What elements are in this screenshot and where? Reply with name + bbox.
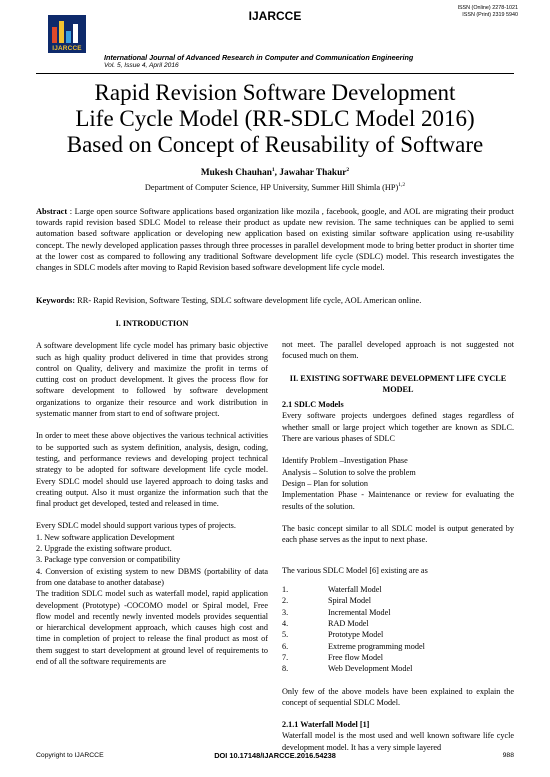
title-line: Life Cycle Model (RR-SDLC Model 2016) [75,106,475,131]
list-text: Web Development Model [328,664,413,674]
list-text: Waterfall Model [328,585,382,595]
list-text: Incremental Model [328,607,391,617]
list-item: Implementation Phase - Maintenance or review for evaluating the results of the solution. [282,490,514,511]
sdlc-paragraph-3: The various SDLC Model [6] existing are as [282,565,428,575]
keywords-text: RR- Rapid Revision, Software Testing, SDLC software development life cycle, AOL American online. [75,296,422,305]
logo-bar [73,24,78,43]
abstract-label: Abstract [36,207,68,216]
footer-page-number: 988 [502,752,514,759]
issn-block [457,5,518,19]
journal-full-name: International Journal of Advanced Research in Computer and Communication Engineering [104,53,414,62]
intro-paragraph-3: Every SDLC model should support various types of projects. [36,521,236,531]
sdlc-model-list [282,584,514,674]
affiliation [0,183,550,192]
list-text: Extreme programming model [328,641,425,651]
list-item: 3. Package type conversion or compatibility [36,555,181,565]
keywords-label: Keywords: [36,296,76,305]
list-item: Analysis – Solution to solve the problem [282,467,416,477]
intro-paragraph-1: A software development life cycle model has primary basic objective such as high quality product delivered in time that provides strong control on Quality, delivery and maximize the profit in terms of cutting cost on product development. It gives the process flow for software development to followed by software development organizations to organize their resource and work distribution in systematic manner from start to end of software project. [36,341,268,419]
list-item [282,618,514,629]
list-item [282,595,514,606]
logo-text: IJARCCE [52,45,82,52]
list-number: 7. [282,652,289,662]
logo-bar [66,31,71,43]
waterfall-paragraph: Waterfall model is the most used and well known software life cycle development model. It has a very simple layered [282,731,514,752]
list-text: Free flow Model [328,652,384,662]
list-number: 4. [282,619,289,629]
footer-copyright: Copyright to IJARCCE [36,752,104,759]
list-item [282,629,514,640]
author-1: Mukesh Chauhan [200,168,272,178]
list-item: 4. Conversion of existing system to new DBMS (portability of data from one database to another database) [36,566,268,587]
author-1-sup: 1 [271,166,275,173]
issn-online: ISSN (Online) 2278-1021 [457,5,518,11]
section-heading-introduction: I. INTRODUCTION [115,319,189,328]
paper-title [50,80,500,158]
list-number: 3. [282,607,289,617]
keywords [36,295,514,306]
left-column [36,318,268,667]
author-separator: , [274,168,280,178]
list-text: Prototype Model [328,630,384,640]
list-text: RAD Model [328,619,369,629]
list-item: 2. Upgrade the existing software product. [36,544,172,554]
list-number: 5. [282,630,289,640]
subsection-heading-waterfall: 2.1.1 Waterfall Model [1] [282,720,370,730]
affiliation-text: Department of Computer Science, HP University, Summer Hill Shimla (HP) [144,183,399,192]
right-column [282,339,514,753]
list-item: Identify Problem –Investigation Phase [282,456,408,466]
logo-bar [59,21,64,43]
abstract [36,206,514,273]
list-item [282,663,514,674]
issue-info: Vol. 5, Issue 4, April 2016 [104,62,179,69]
journal-short-name: IJARCCE [248,9,302,23]
affiliation-sup: 1,2 [398,182,406,189]
issn-print: ISSN (Print) 2319 5940 [462,12,518,18]
abstract-text: : Large open source Software applications based organization like mozila , facebook, google, and AOL are migrating their product towards rapid revision based SDLC Model to release their product as update new revision. The same techniques can be applied to semi automation based software application or developing new application based on existing similar software application using re-usability concept. The newly developed application passes through three processes in parallel development mode to bring better product in shorter time at the lower cost as compared to following any traditional Software development life cycle (SDLC) model. This research investigates the changes in SDLC models after moving to Rapid Revision based software development life cycle model. [36,207,515,273]
subsection-heading-sdlc-models: 2.1 SDLC Models [282,400,344,410]
list-number: 1. [282,585,289,595]
list-number: 8. [282,664,289,674]
authors [0,168,550,178]
intro-paragraph-2: In order to meet these above objectives the various technical activities to be supported such as system definition, analysis, design, coding, testing, and performance reviews and developing project technical strategy to be adopted for software development life cycle model. Every SDLC model should use layered approach to doing tasks and creating output. Also it must organize the information such that the final product get developed, tested and released in time. [36,431,268,509]
title-line: Based on Concept of Reusability of Software [66,132,484,157]
project-type-list [36,532,268,588]
footer-doi: DOI 10.17148/IJARCCE.2016.54238 [214,751,336,760]
sdlc-paragraph-4: Only few of the above models have been explained to explain the concept of sequential SDLC Model. [282,686,514,707]
list-number: 6. [282,641,289,651]
list-item [282,607,514,618]
logo-bar [52,27,57,43]
sdlc-paragraph-2: The basic concept similar to all SDLC model is output generated by each phase serves as the input to next phase. [282,523,514,545]
list-item [282,652,514,663]
list-number: 2. [282,596,289,606]
header-rule [36,73,514,74]
journal-logo [48,15,86,53]
sdlc-phase-list [282,455,514,511]
intro-paragraph-4: The tradition SDLC model such as waterfall model, rapid application development (Prototype) -COCOMO model or Spiral model, Free flow model and recently newly invented models provides sequential or hierarchical development approach, which causes high cost and time in completion of project to release the final product as most of them suggest to start development at ground level of requirements to end of all the software requirements are [36,589,268,667]
continued-paragraph: not meet. The parallel developed approach is not suggested not focused much on them. [282,340,514,361]
list-text: Spiral Model [328,596,371,606]
list-item [282,641,514,652]
list-item: Design – Plan for solution [282,478,368,488]
author-2: Jawahar Thakur [279,168,347,178]
title-line: Rapid Revision Software Development [94,80,456,105]
section-heading-existing-sdlc: II. EXISTING SOFTWARE DEVELOPMENT LIFE CYCLE MODEL [289,373,507,394]
list-item: 1. New software application Development [36,532,175,542]
list-item [282,584,514,595]
author-2-sup: 2 [346,166,350,173]
sdlc-paragraph-1: Every software projects undergoes defined stages regardless of whether small or large project which together are known as SDLC. There are various phases of SDLC [282,411,514,444]
